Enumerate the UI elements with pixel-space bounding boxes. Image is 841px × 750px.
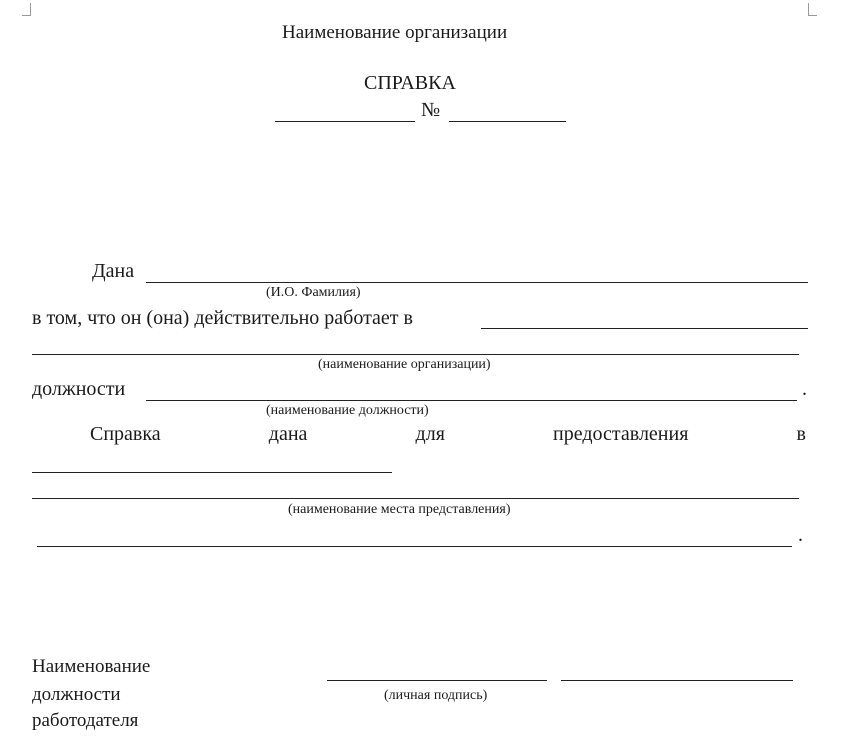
- purpose-word: в: [796, 423, 806, 445]
- employer-label-line3: работодателя: [32, 710, 139, 731]
- position-period: .: [802, 378, 807, 400]
- date-blank-line: [275, 121, 415, 122]
- document-title: СПРАВКА: [364, 72, 456, 94]
- place-blank-line: [32, 498, 799, 499]
- employer-label-line1: Наименование: [32, 656, 151, 677]
- purpose-blank-line-short: [32, 472, 392, 473]
- page-corner-mark-left: [22, 3, 31, 16]
- place-blank-line-final: [37, 546, 792, 547]
- purpose-word: дана: [268, 423, 308, 445]
- employer-label-line2: должности: [32, 684, 121, 705]
- place-period: .: [798, 524, 803, 546]
- given-label: Дана: [92, 260, 135, 282]
- organization-caption: (наименование организации): [318, 357, 491, 372]
- place-caption: (наименование места представления): [288, 502, 511, 517]
- position-label: должности: [32, 378, 126, 400]
- organization-blank-line: [32, 354, 799, 355]
- purpose-sentence: [90, 423, 806, 446]
- number-sign: №: [421, 99, 441, 121]
- purpose-word: для: [415, 423, 445, 445]
- fio-blank-line: [146, 282, 808, 283]
- purpose-word: предоставления: [553, 423, 689, 445]
- number-blank-line: [449, 121, 566, 122]
- signature-blank-line: [327, 680, 547, 681]
- workplace-blank-line: [481, 328, 808, 329]
- position-blank-line: [146, 400, 797, 401]
- position-caption: (наименование должности): [266, 403, 429, 418]
- fio-caption: (И.О. Фамилия): [266, 285, 361, 300]
- purpose-word: Справка: [90, 423, 161, 445]
- page-corner-mark-right: [808, 3, 817, 16]
- organization-title: Наименование организации: [282, 22, 508, 43]
- works-text: в том, что он (она) действительно работает в: [32, 307, 413, 329]
- signature-caption: (личная подпись): [384, 688, 488, 703]
- signature-decoding-blank-line: [561, 680, 793, 681]
